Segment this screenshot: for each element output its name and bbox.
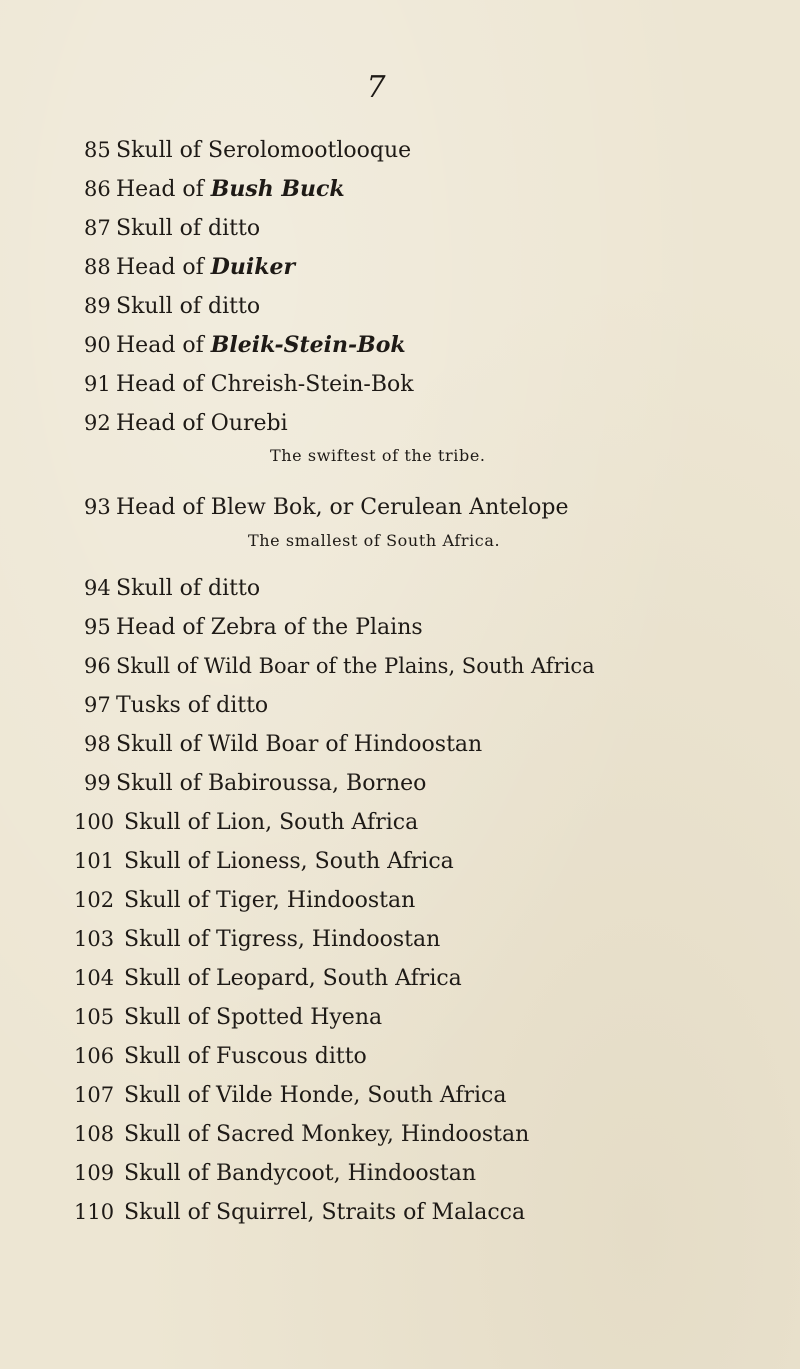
item-number: 94 bbox=[84, 576, 111, 600]
item-text-plain: Skull of Tiger, Hindoostan bbox=[124, 888, 416, 913]
item-number: 91 bbox=[84, 372, 111, 396]
item-number: 97 bbox=[84, 693, 111, 717]
item-number: 105 bbox=[74, 1005, 115, 1029]
item-text bbox=[116, 571, 260, 606]
item-text-plain: Skull of ditto bbox=[116, 216, 261, 241]
item-text bbox=[116, 211, 260, 246]
item-text bbox=[116, 328, 406, 363]
item-text-plain: Skull of ditto bbox=[116, 294, 261, 319]
item-text-plain: Skull of Wild Boar of the Plains, South Africa bbox=[116, 654, 595, 678]
item-text bbox=[124, 922, 440, 957]
item-text-plain: Skull of Bandycoot, Hindoostan bbox=[124, 1161, 476, 1186]
item-text bbox=[116, 289, 260, 324]
item-text-plain: Skull of Squirrel, Straits of Malacca bbox=[124, 1200, 526, 1225]
item-text bbox=[116, 766, 426, 801]
item-text bbox=[124, 844, 454, 879]
item-text bbox=[116, 367, 414, 402]
item-text-plain: Skull of Lion, South Africa bbox=[124, 810, 419, 835]
item-text-plain: Skull of Spotted Hyena bbox=[124, 1005, 383, 1030]
item-number: 89 bbox=[84, 294, 111, 318]
item-text-plain: Skull of Vilde Honde, South Africa bbox=[124, 1083, 507, 1108]
item-text-italic: Bleik-Stein-Bok bbox=[210, 332, 406, 358]
item-number: 103 bbox=[74, 927, 115, 951]
item-text bbox=[116, 406, 288, 441]
item-number: 86 bbox=[84, 177, 111, 201]
item-number: 99 bbox=[84, 771, 111, 795]
item-text-plain: Skull of Wild Boar of Hindoostan bbox=[116, 732, 483, 757]
item-number: 87 bbox=[84, 216, 111, 240]
item-text bbox=[124, 1000, 382, 1035]
item-number: 96 bbox=[84, 654, 111, 678]
item-text bbox=[124, 883, 415, 918]
item-text-plain: Skull of Leopard, South Africa bbox=[124, 966, 462, 991]
item-text bbox=[124, 1039, 367, 1074]
item-number: 106 bbox=[74, 1044, 115, 1068]
item-text-plain: Skull of Sacred Monkey, Hindoostan bbox=[124, 1122, 530, 1147]
page-number: 7 bbox=[366, 70, 386, 105]
item-number: 100 bbox=[74, 810, 115, 834]
item-number: 93 bbox=[84, 495, 111, 519]
item-text-plain: Skull of ditto bbox=[116, 576, 261, 601]
item-text-italic: Duiker bbox=[210, 254, 296, 280]
item-text bbox=[116, 688, 268, 723]
item-text-plain: Head of Ourebi bbox=[116, 411, 288, 436]
item-text-plain: Head of Zebra of the Plains bbox=[116, 615, 423, 640]
item-text bbox=[116, 649, 595, 683]
item-text bbox=[124, 1156, 476, 1191]
item-number: 110 bbox=[74, 1200, 115, 1224]
item-number: 90 bbox=[84, 333, 111, 357]
item-text-plain: Head of bbox=[116, 333, 211, 358]
item-text bbox=[116, 610, 423, 645]
item-text-plain: Head of Chreish-Stein-Bok bbox=[116, 372, 414, 397]
item-text-plain: Head of bbox=[116, 255, 211, 280]
item-number: 101 bbox=[74, 849, 115, 873]
item-text bbox=[124, 1117, 529, 1152]
item-number: 92 bbox=[84, 411, 111, 435]
item-text-italic: Bush Buck bbox=[210, 176, 345, 202]
item-text-plain: Head of Blew Bok, or Cerulean Antelope bbox=[116, 495, 569, 520]
item-number: 108 bbox=[74, 1122, 115, 1146]
item-text bbox=[116, 172, 345, 207]
item-text-plain: Skull of Babiroussa, Borneo bbox=[116, 771, 427, 796]
item-number: 109 bbox=[74, 1161, 115, 1185]
item-number: 95 bbox=[84, 615, 111, 639]
item-number: 85 bbox=[84, 138, 111, 162]
item-text bbox=[116, 727, 482, 762]
item-number: 107 bbox=[74, 1083, 115, 1107]
item-text bbox=[116, 490, 568, 525]
item-text bbox=[124, 961, 462, 996]
item-text-plain: Skull of Fuscous ditto bbox=[124, 1044, 367, 1069]
item-text bbox=[116, 133, 411, 168]
item-text bbox=[116, 250, 295, 285]
item-text-plain: Tusks of ditto bbox=[116, 693, 269, 718]
item-text-plain: Head of bbox=[116, 177, 211, 202]
item-text-plain: Skull of Lioness, South Africa bbox=[124, 849, 454, 874]
item-text-plain: Skull of Serolomootlooque bbox=[116, 138, 412, 163]
item-note: The swiftest of the tribe. bbox=[270, 446, 486, 465]
item-text-plain: Skull of Tigress, Hindoostan bbox=[124, 927, 441, 952]
item-number: 104 bbox=[74, 966, 115, 990]
item-text bbox=[124, 805, 418, 840]
item-number: 98 bbox=[84, 732, 111, 756]
item-note: The smallest of South Africa. bbox=[248, 531, 501, 550]
item-number: 102 bbox=[74, 888, 115, 912]
item-text bbox=[124, 1195, 525, 1230]
item-number: 88 bbox=[84, 255, 111, 279]
item-text bbox=[124, 1078, 507, 1113]
